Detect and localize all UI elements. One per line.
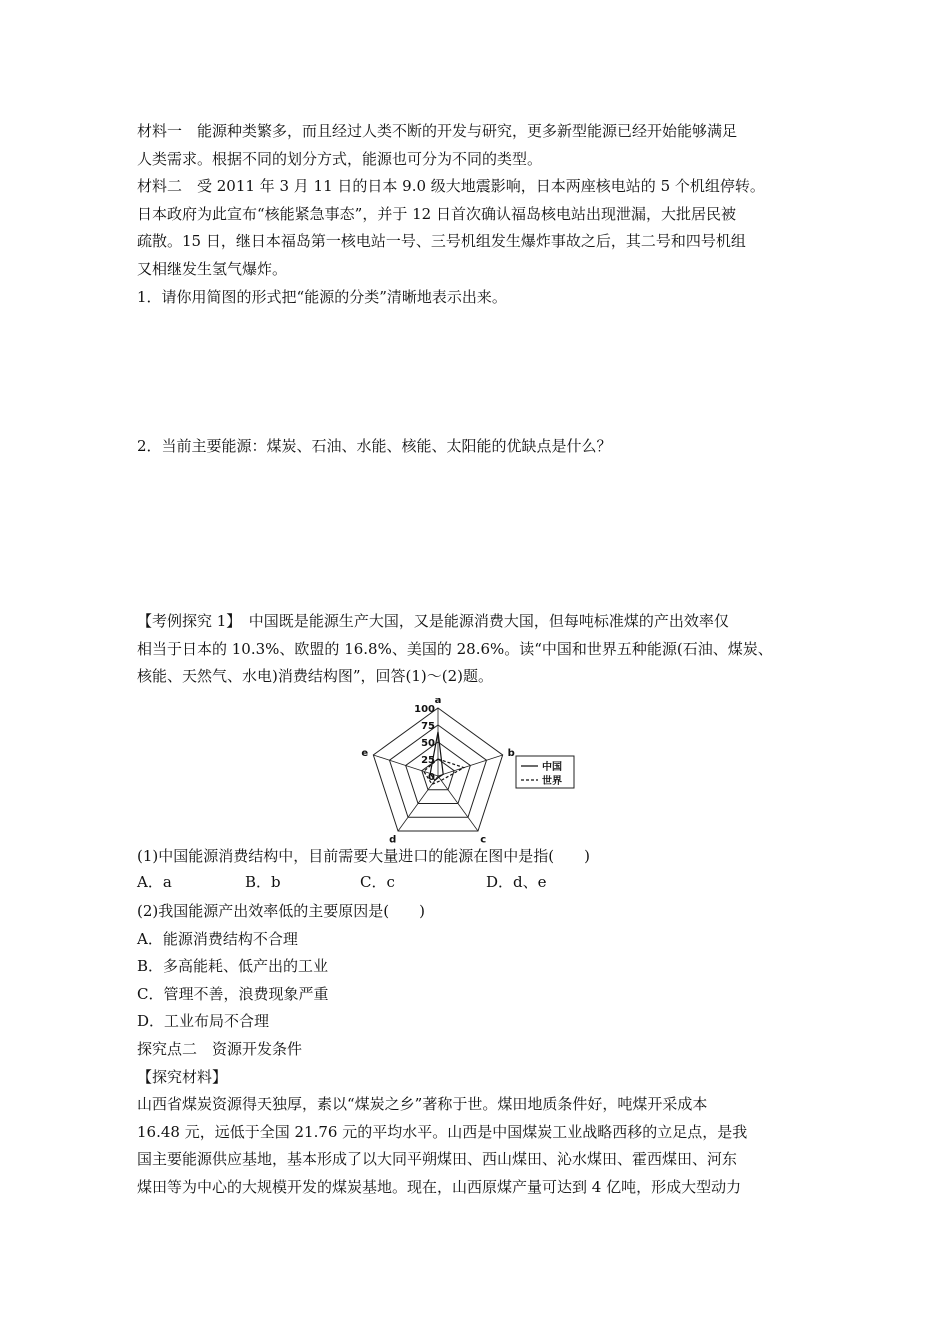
question-one-text: 1．请你用简图的形式把“能源的分类”清晰地表示出来。 bbox=[137, 288, 507, 306]
example-line: 相当于日本的 10.3%、欧盟的 16.8%、美国的 28.6%。读“中国和世界五种能源(石油、煤炭、 bbox=[137, 639, 773, 658]
sub-question-two bbox=[137, 898, 817, 1036]
section-title: 探究点二 资源开发条件 bbox=[137, 1040, 303, 1058]
section-line: 国主要能源供应基地，基本形成了以大同平朔煤田、西山煤田、沁水煤田、霍西煤田、河东 bbox=[137, 1150, 738, 1168]
example-line: 【考例探究 1】 中国既是能源生产大国，又是能源消费大国，但每吨标准煤的产出效率仅 bbox=[137, 612, 729, 630]
question-one bbox=[137, 284, 817, 312]
radar-chart bbox=[358, 698, 598, 843]
radar-tick-label: 25 bbox=[421, 755, 435, 766]
radar-axis-label: e bbox=[361, 748, 369, 760]
material-two-line: 材料二 受 2011 年 3 月 11 日的日本 9.0 级大地震影响，日本两座核电站的 5 个机组停转。 bbox=[137, 177, 765, 195]
option-d[interactable]: D．工业布局不合理 bbox=[137, 1012, 270, 1030]
material-title: 【探究材料】 bbox=[137, 1067, 228, 1086]
sub-question-one-options bbox=[137, 871, 817, 899]
option-b[interactable]: B．多高能耗、低产出的工业 bbox=[137, 957, 329, 975]
option-b[interactable]: B．b bbox=[245, 873, 281, 891]
option-a[interactable]: A．能源消费结构不合理 bbox=[137, 929, 298, 948]
option-a[interactable]: A．a bbox=[137, 873, 172, 891]
section-line: 煤田等为中心的大规模开发的煤炭基地。现在，山西原煤产量可达到 4 亿吨，形成大型动力 bbox=[137, 1177, 742, 1196]
material-one-line: 人类需求。根据不同的划分方式，能源也可分为不同的类型。 bbox=[137, 149, 543, 168]
legend-label: 中国 bbox=[542, 762, 562, 773]
section-line: 16.48 元，远低于全国 21.76 元的平均水平。山西是中国煤炭工业战略西移的立足点，是我 bbox=[137, 1122, 748, 1141]
radar-tick-label: 50 bbox=[421, 738, 435, 749]
option-c[interactable]: C．管理不善，浪费现象严重 bbox=[137, 984, 329, 1003]
section-line: 山西省煤炭资源得天独厚，素以“煤炭之乡”著称于世。煤田地质条件好，吨煤开采成本 bbox=[137, 1095, 708, 1113]
question-two-text: 2．当前主要能源：煤炭、石油、水能、核能、太阳能的优缺点是什么？ bbox=[137, 437, 612, 455]
material-one-line: 材料一 能源种类繁多，而且经过人类不断的开发与研究，更多新型能源已经开始能够满足 bbox=[137, 122, 738, 140]
sub-question-one bbox=[137, 843, 817, 871]
material-one bbox=[137, 118, 817, 173]
question-two bbox=[137, 433, 817, 461]
legend-label: 世界 bbox=[542, 776, 562, 787]
sub-question-one-text: (1)中国能源消费结构中，目前需要大量进口的能源在图中是指( ) bbox=[137, 847, 590, 865]
radar-axis-label: c bbox=[480, 834, 487, 843]
radar-axis-label: b bbox=[507, 748, 515, 760]
section-two bbox=[137, 1036, 817, 1201]
sub-question-two-text: (2)我国能源产出效率低的主要原因是( ) bbox=[137, 902, 425, 920]
example-line: 核能、天然气、水电)消费结构图”，回答(1)～(2)题。 bbox=[137, 667, 494, 685]
radar-tick-label: 75 bbox=[421, 721, 435, 732]
option-c[interactable]: C．c bbox=[360, 873, 395, 891]
material-two bbox=[137, 173, 817, 283]
material-two-line: 日本政府为此宣布“核能紧急事态”，并于 12 日首次确认福岛核电站出现泄漏，大批居民被 bbox=[137, 204, 736, 223]
radar-tick-label: 0 bbox=[428, 772, 435, 783]
material-two-line: 又相继发生氢气爆炸。 bbox=[137, 259, 288, 278]
material-two-line: 疏散。15 日，继日本福岛第一核电站一号、三号机组发生爆炸事故之后，其二号和四号机组 bbox=[137, 232, 746, 250]
radar-tick-label: 100 bbox=[414, 704, 435, 715]
example-one bbox=[137, 608, 817, 691]
radar-axis-label: a bbox=[434, 698, 442, 706]
option-d[interactable]: D．d、e bbox=[486, 873, 547, 891]
radar-axis-label: d bbox=[389, 834, 397, 843]
